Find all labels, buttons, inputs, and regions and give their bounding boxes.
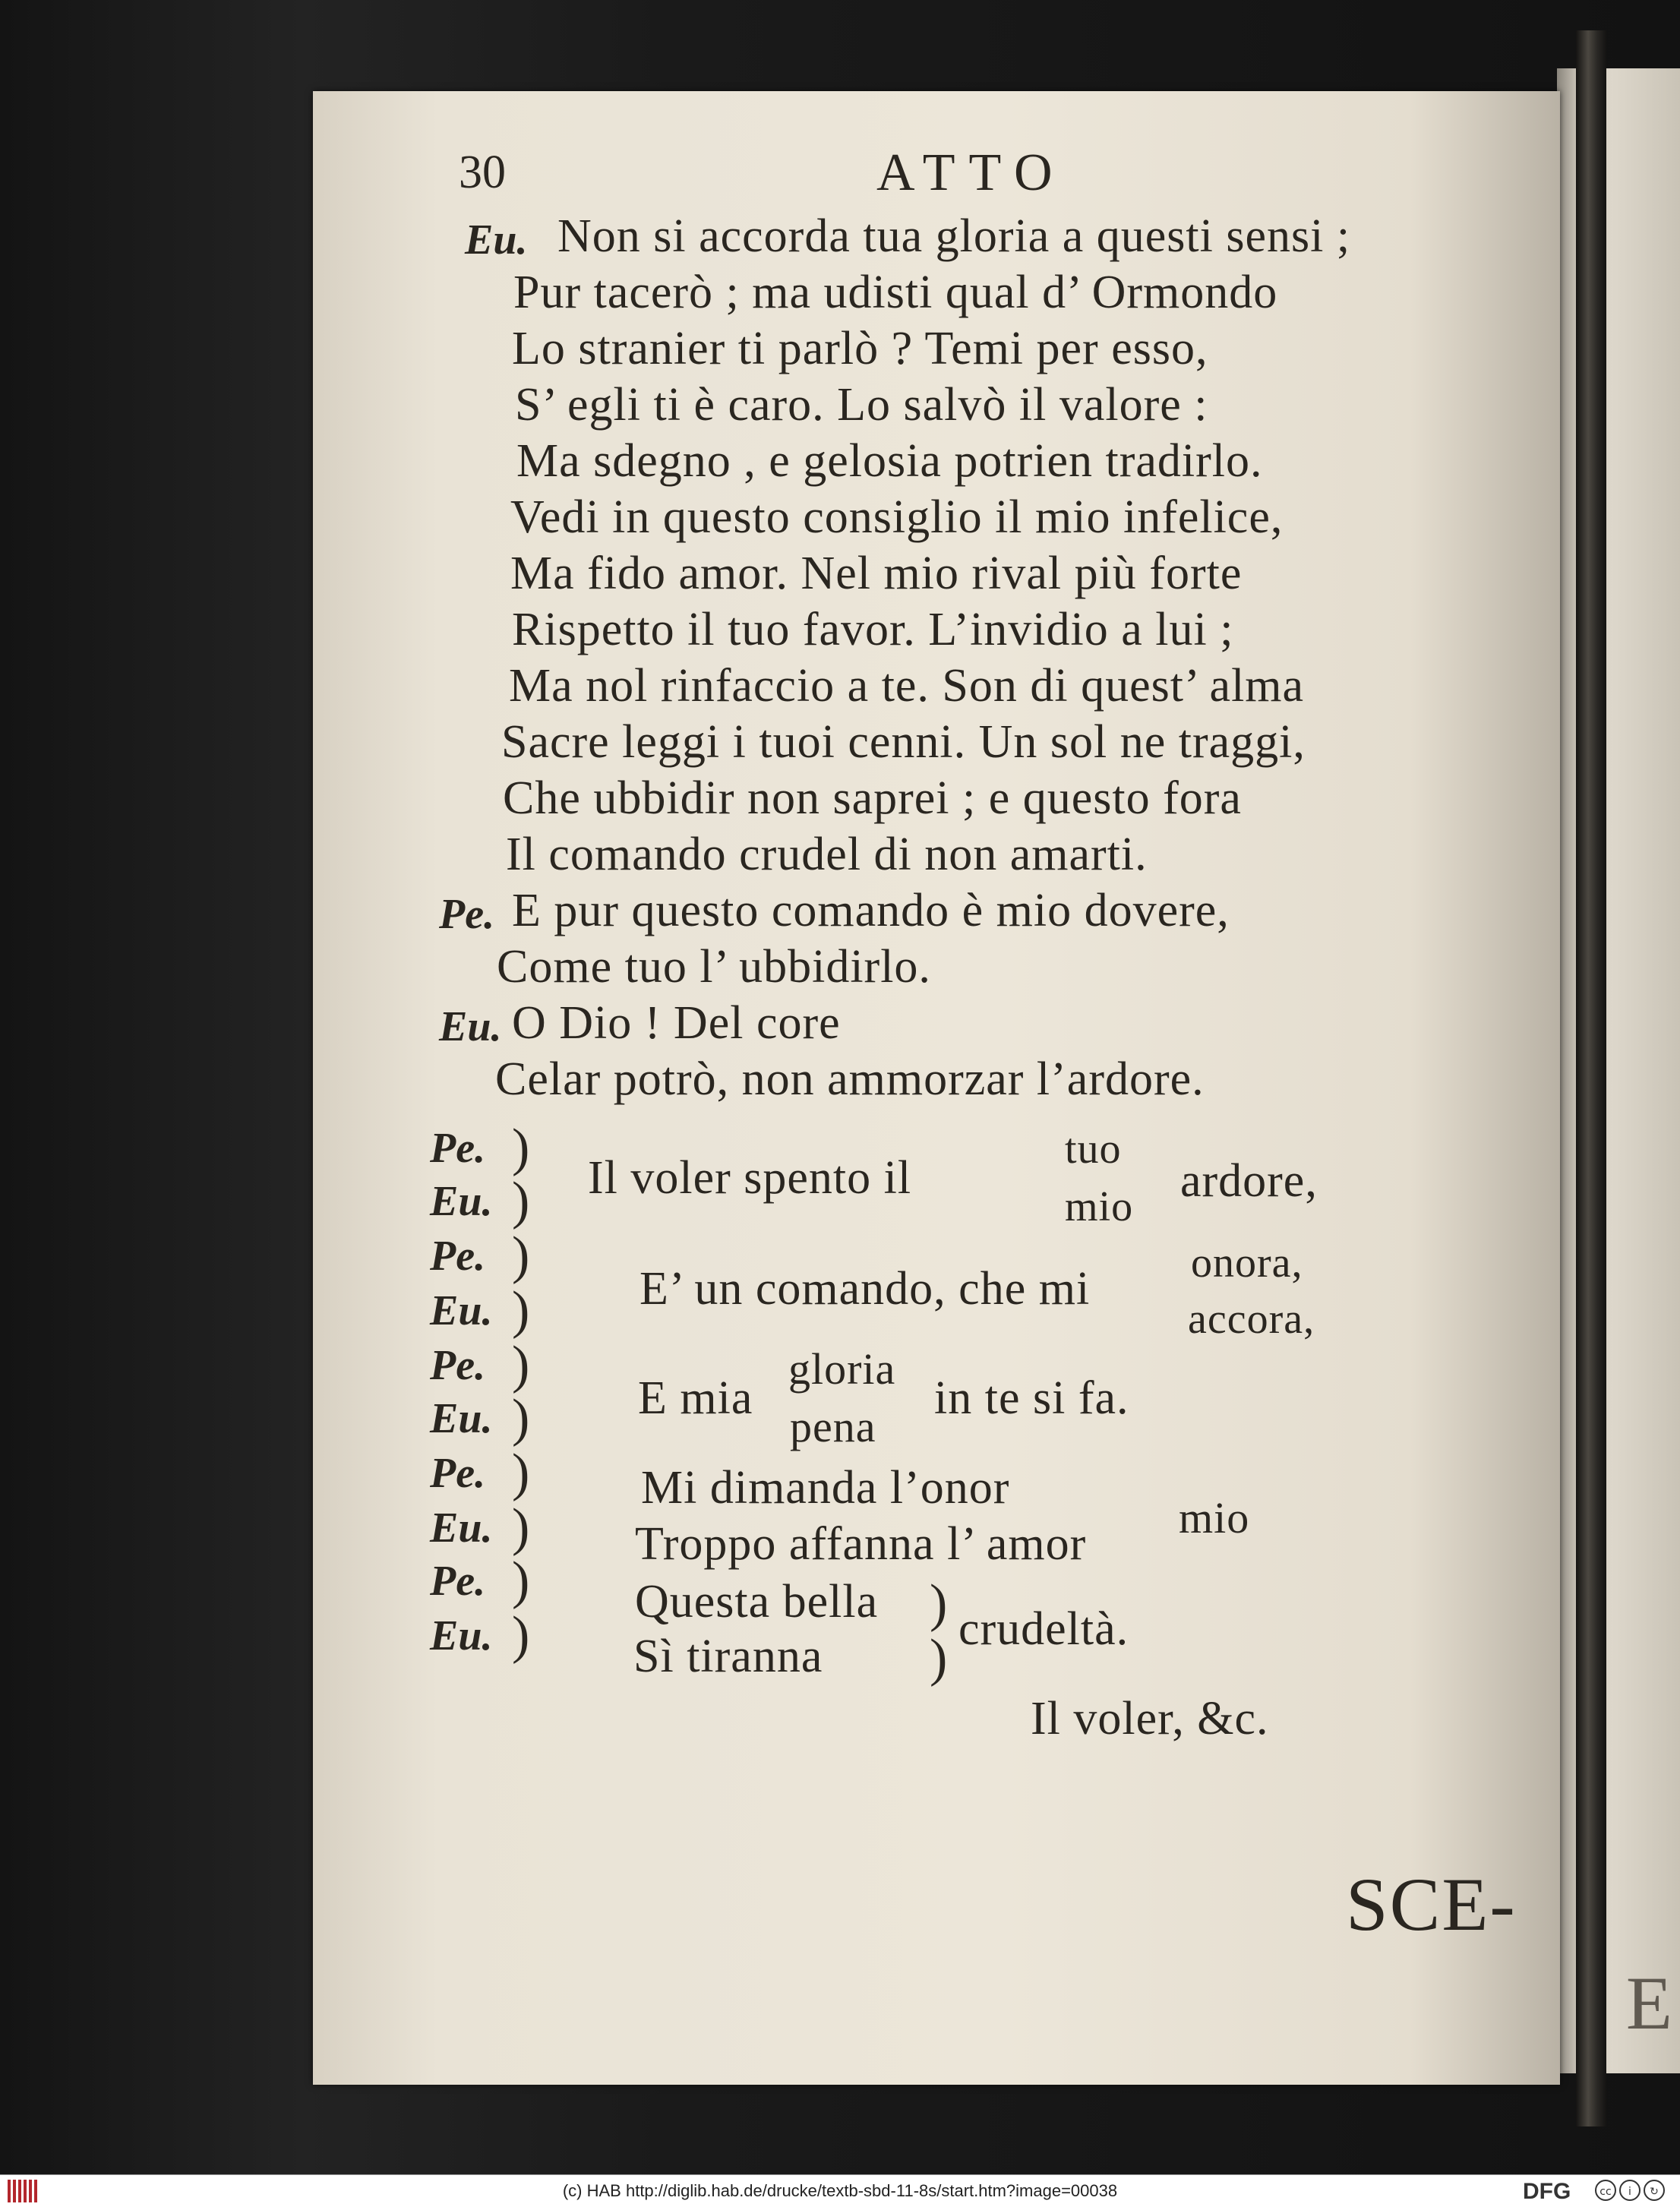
duet-speaker-label: Pe. (430, 1558, 486, 1605)
verse-line: Sacre leggi i tuoi cenni. Un sol ne traggi, (501, 716, 1306, 768)
duet-speaker-label: Pe. (430, 1450, 486, 1497)
verse-line: Ma sdegno , e gelosia potrien tradirlo. (516, 435, 1263, 487)
viewer-status-bar (0, 2174, 1680, 2207)
book-gutter (1576, 30, 1606, 2126)
duet-r4-line2: Troppo affanna l’ amor (635, 1518, 1087, 1570)
verse-line: Come tuo l’ ubbidirlo. (497, 941, 931, 993)
duet-refrain: Il voler, &c. (1031, 1693, 1269, 1744)
duet-r2-alt-bottom: accora, (1188, 1296, 1315, 1343)
duet-bracket: ) (512, 1498, 530, 1557)
cc-icon: cc (1595, 2180, 1616, 2201)
verse-line: Ma fido amor. Nel mio rival più forte (510, 548, 1243, 599)
catchword: SCE- (1346, 1862, 1517, 1947)
duet-bracket: ) (512, 1227, 530, 1285)
license-icons (1595, 2180, 1668, 2202)
duet-speaker-label: Eu. (430, 1287, 493, 1334)
duet-r5-shared: crudeltà. (958, 1603, 1129, 1655)
speaker-label: Eu. (465, 216, 528, 264)
duet-speaker-label: Eu. (430, 1612, 493, 1659)
duet-bracket: ) (512, 1336, 530, 1394)
duet-speaker-label: Eu. (430, 1178, 493, 1225)
duet-r1-alt-bottom: mio (1065, 1183, 1134, 1230)
speaker-label: Pe. (439, 891, 495, 938)
duet-r2-alt-top: onora, (1191, 1239, 1303, 1287)
verse-line: Il comando crudel di non amarti. (506, 829, 1148, 880)
duet-r1-main: Il voler spento il (588, 1152, 912, 1204)
verse-line: Non si accorda tua gloria a questi sensi ; (557, 210, 1351, 262)
duet-r5-brace-bottom: ) (930, 1629, 948, 1688)
duet-speaker-label: Pe. (430, 1342, 486, 1389)
duet-r1-alt-top: tuo (1065, 1126, 1122, 1173)
verse-line: E pur questo comando è mio dovere, (512, 885, 1230, 936)
duet-bracket: ) (512, 1172, 530, 1230)
book-page (313, 91, 1560, 2085)
duet-bracket: ) (512, 1444, 530, 1502)
verse-line: O Dio ! Del core (512, 997, 841, 1049)
verse-line: S’ egli ti è caro. Lo salvò il valore : (515, 379, 1208, 431)
duet-bracket: ) (512, 1389, 530, 1448)
sa-icon: ↻ (1644, 2180, 1665, 2201)
duet-r5-line2: Sì tiranna (633, 1631, 823, 1682)
duet-bracket: ) (512, 1119, 530, 1177)
speaker-label: Eu. (439, 1003, 502, 1050)
page-header: ATTO (876, 144, 1066, 202)
verse-line: Che ubbidir non saprei ; e questo fora (503, 772, 1242, 824)
duet-r5-brace-top: ) (930, 1574, 948, 1633)
verse-line: Pur tacerò ; ma udisti qual d’ Ormondo (513, 267, 1278, 318)
duet-r3-alt-bottom: pena (790, 1402, 876, 1451)
copyright-caption: (c) HAB http://diglib.hab.de/drucke/textb-sbd-11-8s/start.htm?image=00038 (562, 2181, 1118, 2200)
duet-r3-end: in te si fa. (934, 1372, 1129, 1424)
verse-line: Rispetto il tuo favor. L’invidio a lui ; (512, 604, 1234, 655)
duet-speaker-label: Eu. (430, 1395, 493, 1442)
duet-r1-end: ardore, (1180, 1155, 1318, 1207)
duet-bracket: ) (512, 1281, 530, 1340)
verse-line: Ma nol rinfaccio a te. Son di quest’ alma (509, 660, 1305, 712)
page-number: 30 (459, 147, 506, 198)
duet-speaker-label: Pe. (430, 1125, 486, 1172)
duet-speaker-label: Eu. (430, 1504, 493, 1552)
verse-line: Lo stranier ti parlò ? Temi per esso, (512, 323, 1208, 374)
duet-r2-main: E’ un comando, che mi (639, 1263, 1091, 1315)
dfg-logo: DFG (1523, 2179, 1571, 2204)
duet-r3-alt-top: gloria (788, 1344, 896, 1394)
facing-page-fragment: E (1625, 1961, 1672, 2045)
verse-line: Vedi in questo consiglio il mio infelice, (510, 491, 1284, 543)
duet-r5-line1: Questa bella (635, 1576, 879, 1628)
verse-line: Celar potrò, non ammorzar l’ardore. (495, 1053, 1205, 1105)
by-icon: i (1619, 2180, 1641, 2201)
duet-speaker-label: Pe. (430, 1233, 486, 1280)
duet-bracket: ) (512, 1552, 530, 1610)
duet-r4-line1: Mi dimanda l’onor (641, 1462, 1010, 1514)
duet-r3-start: E mia (638, 1372, 753, 1424)
duet-bracket: ) (512, 1606, 530, 1665)
duet-r4-shared: mio (1179, 1493, 1250, 1542)
